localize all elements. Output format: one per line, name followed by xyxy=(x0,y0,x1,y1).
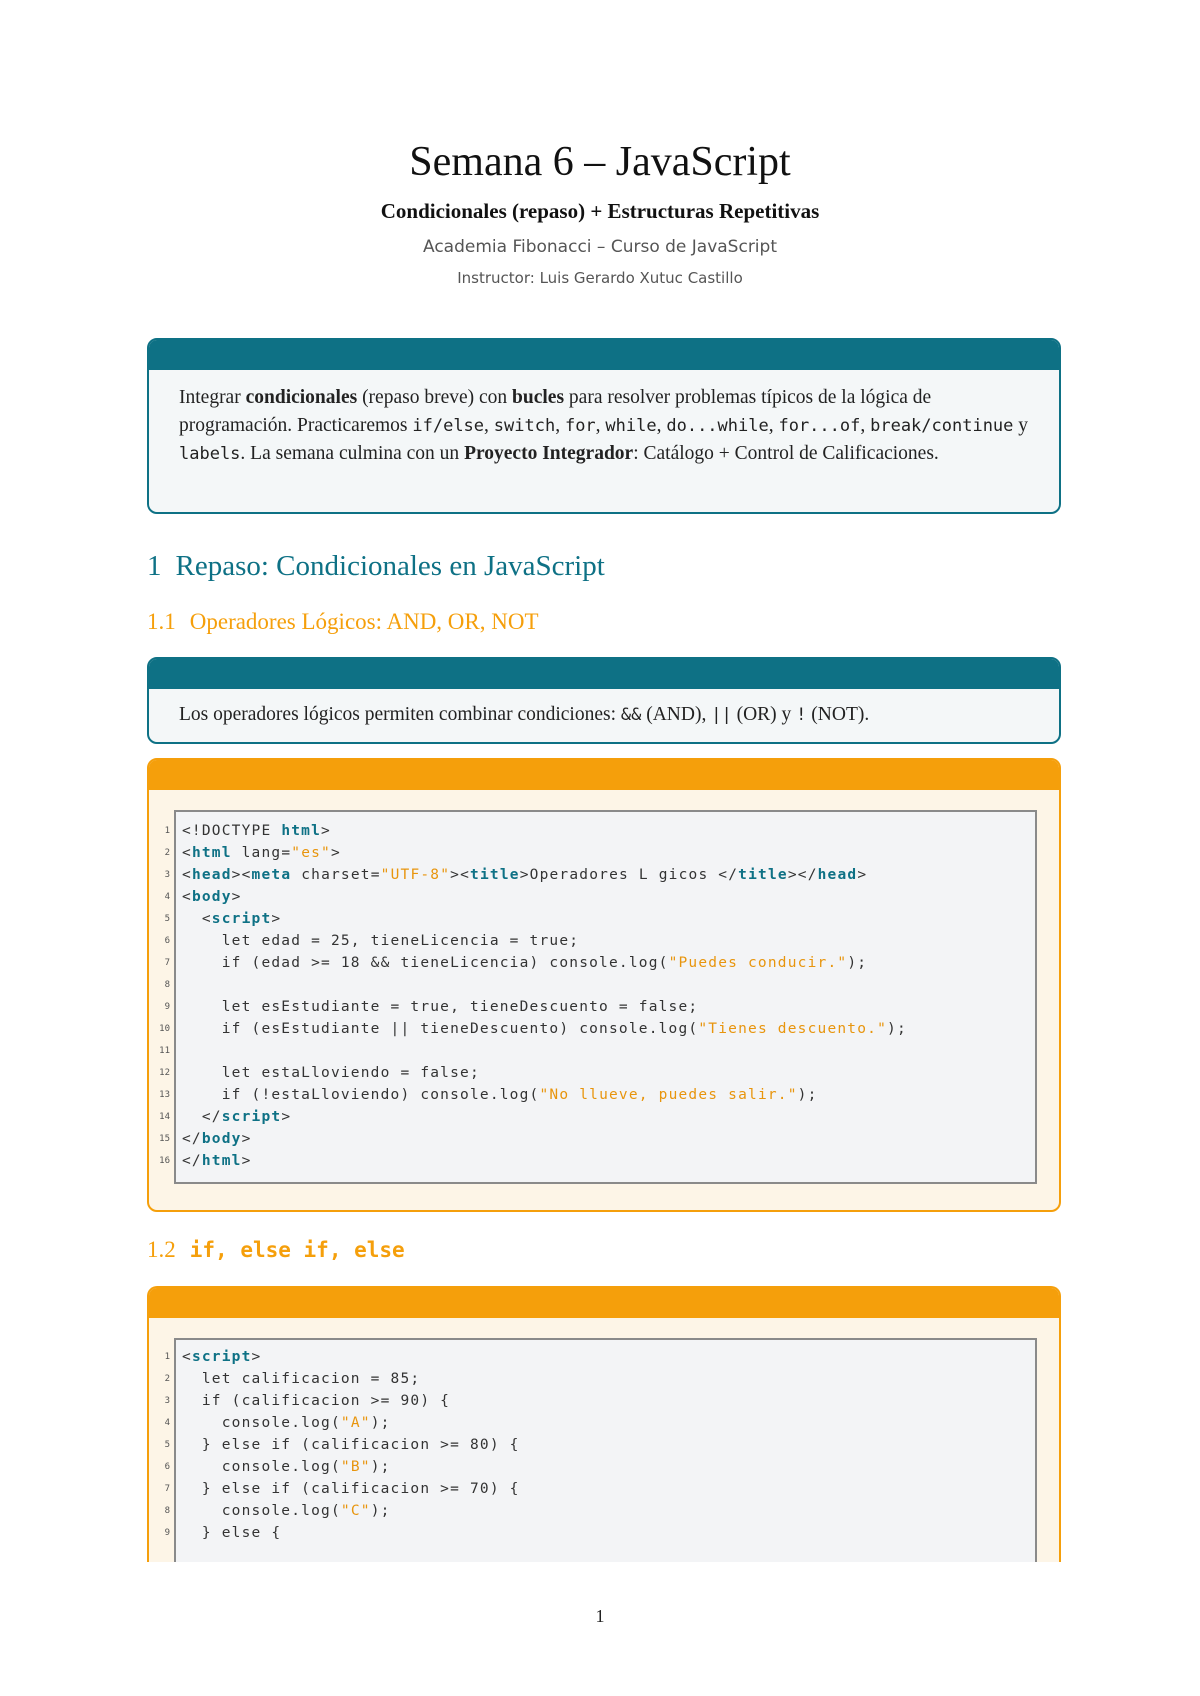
note-text: Los operadores lógicos permiten combinar condiciones: && (AND), || (OR) y ! (NOT). xyxy=(179,704,870,725)
code-line: 14 </script> xyxy=(159,1109,292,1125)
code-block xyxy=(159,810,1037,1184)
section-1-1-heading: 1.1 Operadores Lógicos: AND, OR, NOT xyxy=(147,609,539,634)
code-box-header xyxy=(149,1288,1059,1318)
code-line: 3 <head><meta charset="UTF-8"><title>Operadores L gicos </title></head> xyxy=(164,867,868,883)
code-block xyxy=(164,1338,1037,1562)
code-line: 15 </body> xyxy=(159,1131,252,1147)
page-number: 1 xyxy=(595,1606,605,1626)
code-line: 8 console.log("C"); xyxy=(164,1503,391,1519)
code-line: 8 xyxy=(164,980,170,990)
code-line: 12 let estaLloviendo = false; xyxy=(159,1065,480,1081)
code-line: 1 <script> xyxy=(164,1349,262,1365)
code-line: 2 let calificacion = 85; xyxy=(164,1371,421,1387)
title-block xyxy=(0,136,1200,288)
code-line: 6 console.log("B"); xyxy=(164,1459,391,1475)
code-line: 11 xyxy=(159,1046,170,1056)
code-line: 6 let edad = 25, tieneLicencia = true; xyxy=(164,933,580,949)
code-line: 13 if (!estaLloviendo) console.log("No llueve, puedes salir."); xyxy=(159,1087,818,1103)
page-subtitle: Condicionales (repaso) + Estructuras Repetitivas xyxy=(380,199,820,223)
code-box-header xyxy=(149,760,1059,790)
code-line: 4 console.log("A"); xyxy=(164,1415,391,1431)
code-line: 1 <!DOCTYPE html> xyxy=(164,823,331,839)
instructor-name: Instructor: Luis Gerardo Xutuc Castillo xyxy=(457,269,743,287)
code-line: 7 if (edad >= 18 && tieneLicencia) console.log("Puedes conducir."); xyxy=(164,955,868,971)
code-line: 7 } else if (calificacion >= 70) { xyxy=(164,1481,520,1497)
code-box-operators xyxy=(147,758,1061,1212)
section-1-heading: 1 Repaso: Condicionales en JavaScript xyxy=(147,550,605,582)
code-line: 9 } else { xyxy=(164,1525,282,1541)
code-line: 2 <html lang="es"> xyxy=(164,845,341,861)
code-box-if-else xyxy=(147,1286,1061,1562)
code-line: 10 if (esEstudiante || tieneDescuento) console.log("Tienes descuento."); xyxy=(159,1021,907,1037)
page-title: Semana 6 – JavaScript xyxy=(409,139,791,185)
academy-name: Academia Fibonacci – Curso de JavaScript xyxy=(423,237,777,257)
code-line: 4 <body> xyxy=(164,889,242,905)
code-line: 5 } else if (calificacion >= 80) { xyxy=(164,1437,520,1453)
section-1-2-heading: 1.2 if, else if, else xyxy=(147,1237,405,1262)
code-line: 3 if (calificacion >= 90) { xyxy=(164,1393,451,1409)
code-line: 5 <script> xyxy=(164,911,282,927)
logical-operators-note xyxy=(147,657,1061,744)
objective-box-header xyxy=(149,340,1059,370)
objective-text: Integrar condicionales (repaso breve) con bucles para resolver problemas típicos de la lógica de programación. Practicaremos if/else, switch, for, while, do...while, for...of, break/continue y labels. La semana culmina con un Proyecto Integrador: Catálogo + Control de Calificaciones. xyxy=(179,387,1029,464)
objective-box xyxy=(147,338,1061,514)
note-box-header xyxy=(149,659,1059,689)
code-line: 16 </html> xyxy=(159,1153,252,1169)
code-line: 9 let esEstudiante = true, tieneDescuento = false; xyxy=(164,999,699,1015)
